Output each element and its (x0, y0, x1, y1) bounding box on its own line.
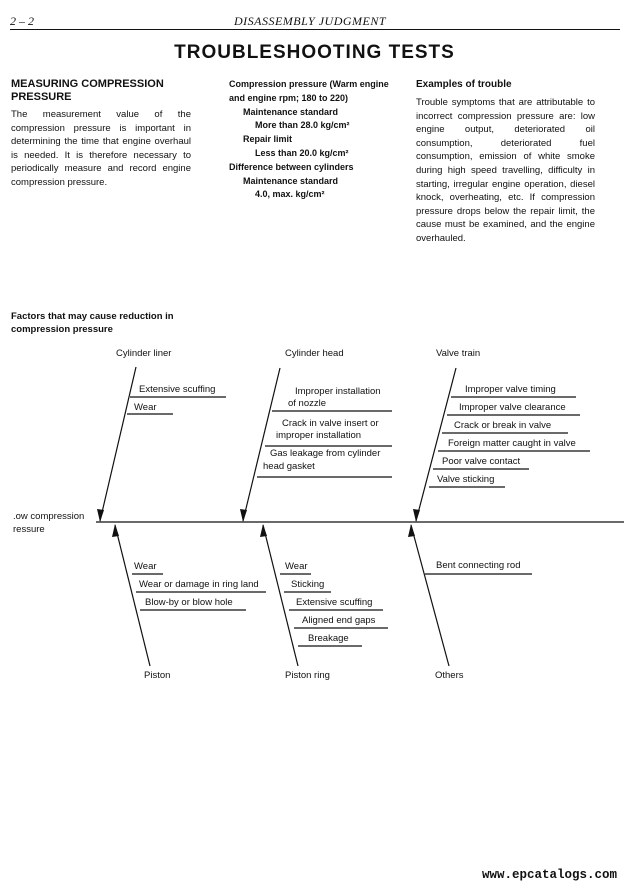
arrowhead-piston (112, 524, 119, 537)
measuring-body: The measurement value of the compression pressure is important in determining the time that engine overhaul is needed. It is therefore necessary to periodically measure and record engine compression pressure. (11, 109, 191, 188)
measuring-heading-line2: PRESSURE (11, 91, 72, 103)
cause-item: Sticking (291, 579, 325, 590)
cause-item: Wear (285, 561, 308, 572)
spec-line1: Compression pressure (Warm engine (229, 79, 389, 89)
category-piston: Piston (144, 670, 171, 681)
cause-item: Crack in valve insert or (282, 418, 379, 429)
spec-diff-value: 4.0, max. kg/cm² (255, 189, 325, 200)
arrowhead-piston-ring (260, 524, 267, 537)
arrowhead-cylinder-head (240, 509, 247, 522)
cause-item: of nozzle (288, 398, 327, 409)
branch-cylinder-head (243, 368, 280, 521)
effect-label-line2: ressure (13, 524, 45, 535)
branch-piston (115, 525, 150, 666)
cause-item: Improper valve timing (465, 384, 556, 395)
cause-item: Improper valve clearance (459, 402, 566, 413)
cause-item: Gas leakage from cylinder (270, 448, 381, 459)
cause-item: Wear (134, 402, 157, 413)
spec-maint-label: Maintenance standard (243, 106, 339, 117)
cause-item: Crack or break in valve (454, 420, 552, 431)
cause-item: head gasket (263, 461, 315, 472)
cause-item: Aligned end gaps (302, 615, 376, 626)
cause-item: Extensive scuffing (296, 597, 373, 608)
arrowhead-valve-train (413, 509, 420, 522)
cause-item: Wear or damage in ring land (139, 579, 259, 590)
section-title: DISASSEMBLY JUDGMENT (233, 14, 387, 28)
category-others: Others (435, 670, 464, 681)
factors-title-line2: compression pressure (11, 324, 113, 335)
cause-item: Foreign matter caught in valve (448, 438, 576, 449)
spec-diff-maint-label: Maintenance standard (243, 175, 339, 186)
spec-line2: and engine rpm; 180 to 220) (229, 92, 349, 103)
cause-item: Bent connecting rod (436, 560, 521, 571)
branch-others (411, 525, 449, 666)
cause-item: Blow-by or blow hole (145, 597, 233, 608)
factors-title-line1: Factors that may cause reduction in (11, 311, 174, 322)
cause-item: Extensive scuffing (139, 384, 216, 395)
category-cylinder-liner: Cylinder liner (116, 348, 172, 359)
examples-heading: Examples of trouble (416, 79, 512, 90)
arrowhead-others (408, 524, 415, 537)
branch-piston-ring (263, 525, 298, 666)
measuring-heading-line1: MEASURING COMPRESSION (11, 78, 164, 90)
category-cylinder-head: Cylinder head (285, 348, 344, 359)
arrowhead-cylinder-liner (97, 509, 104, 522)
spec-repair-value: Less than 20.0 kg/cm² (255, 147, 349, 158)
cause-item: Poor valve contact (442, 456, 521, 467)
cause-item: improper installation (276, 430, 362, 441)
category-piston-ring: Piston ring (285, 670, 330, 681)
page-title: TROUBLESHOOTING TESTS (174, 42, 455, 63)
effect-label-line1: .ow compression (13, 511, 85, 522)
cause-item: Wear (134, 561, 157, 572)
page-number: 2 – 2 (10, 14, 34, 28)
cause-item: Breakage (308, 633, 349, 644)
examples-body: Trouble symptoms that are attributable to incorrect compression pressure are: low engine output, deteriorated oil consumption, deteriorated fuel consumption, emission of white smoke during high speed travelling, difficulty in starting, irregular engine operation, diesel knock, overheating, etc. If compression pressure drops below the repair limit, the cause must be examined, and the engine overhauled. (416, 97, 595, 244)
footer-url: www.epcatalogs.com (481, 868, 617, 882)
category-valve-train: Valve train (436, 348, 481, 359)
spec-maint-value: More than 28.0 kg/cm² (255, 120, 350, 131)
branch-cylinder-liner (100, 367, 136, 521)
cause-item: Improper installation (295, 386, 381, 397)
spec-diff-label: Difference between cylinders (229, 161, 354, 172)
spec-repair-label: Repair limit (243, 134, 293, 145)
cause-item: Valve sticking (437, 474, 495, 485)
